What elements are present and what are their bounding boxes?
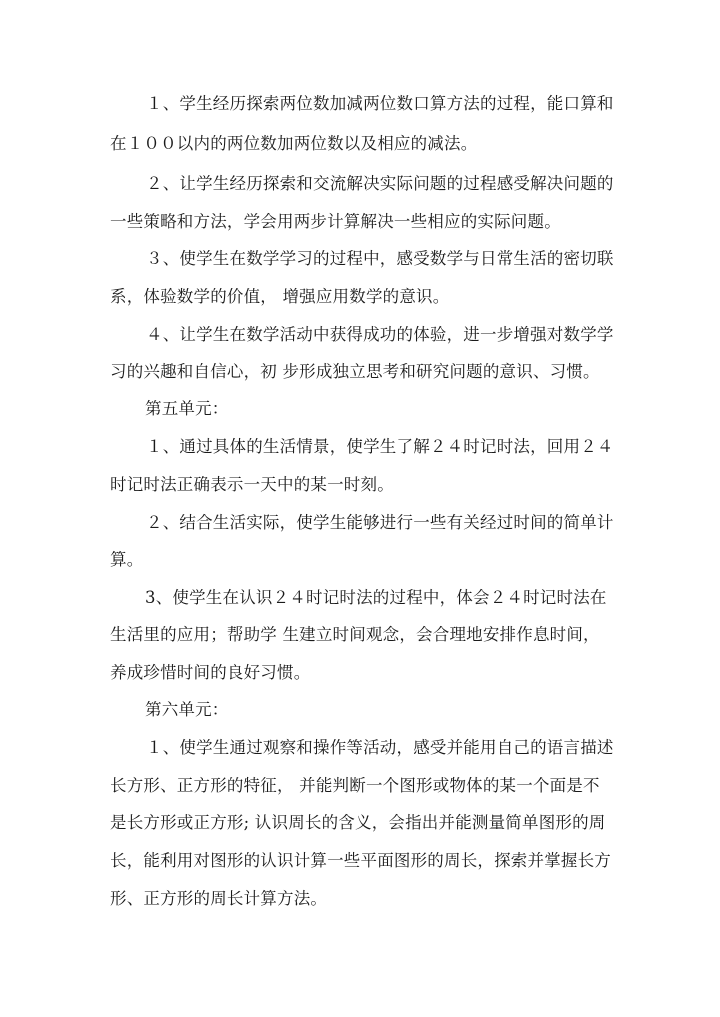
paragraph-line: 习的兴趣和自信心，初 步形成独立思考和研究问题的意识、习惯。 — [110, 362, 600, 381]
paragraph-line: 长，能利用对图形的认识计算一些平面图形的周长，探索并掌握长方 — [110, 851, 611, 870]
paragraph-line: 一些策略和方法，学会用两步计算解决一些相应的实际问题。 — [110, 212, 561, 231]
paragraph-line: １、使学生通过观察和操作等活动，感受并能用自己的语言描述 — [146, 738, 614, 757]
paragraph-line: 是长方形或正方形; 认识周长的含义，会指出并能测量简单图形的周 — [110, 813, 606, 832]
paragraph-line: １、通过具体的生活情景，使学生了解２４时记时法，回用２４ — [146, 437, 614, 456]
section-heading-unit-6: 第六单元： — [145, 700, 229, 719]
paragraph-line: 算。 — [110, 550, 144, 569]
paragraph-line: ２、让学生经历探索和交流解决实际问题的过程感受解决问题的 — [146, 174, 614, 193]
paragraph-line: 3、使学生在认识２４时记时法的过程中，体会２４时记时法在 — [145, 588, 607, 607]
paragraph-line: 长方形、正方形的特征， 并能判断一个图形或物体的某一个面是不 — [110, 776, 600, 795]
paragraph-line: 生活里的应用；帮助学 生建立时间观念，会合理地安排作息时间， — [110, 625, 600, 644]
paragraph-line: 养成珍惜时间的良好习惯。 — [110, 663, 311, 682]
paragraph-line: 时记时法正确表示一天中的某一时刻。 — [110, 475, 394, 494]
paragraph-line: 在１００以内的两位数加两位数以及相应的减法。 — [110, 134, 478, 153]
paragraph-line: １、学生经历探索两位数加减两位数口算方法的过程，能口算和 — [146, 94, 614, 113]
paragraph-line: 形、正方形的周长计算方法。 — [110, 889, 328, 908]
paragraph-line: 系，体验数学的价值， 增强应用数学的意识。 — [110, 287, 450, 306]
paragraph-line: ４、让学生在数学活动中获得成功的体验，进一步增强对数学学 — [146, 325, 614, 344]
section-heading-unit-5: 第五单元： — [145, 399, 229, 418]
paragraph-line: ３、使学生在数学学习的过程中，感受数学与日常生活的密切联 — [146, 249, 614, 268]
paragraph-line: ２、结合生活实际，使学生能够进行一些有关经过时间的简单计 — [146, 513, 614, 532]
